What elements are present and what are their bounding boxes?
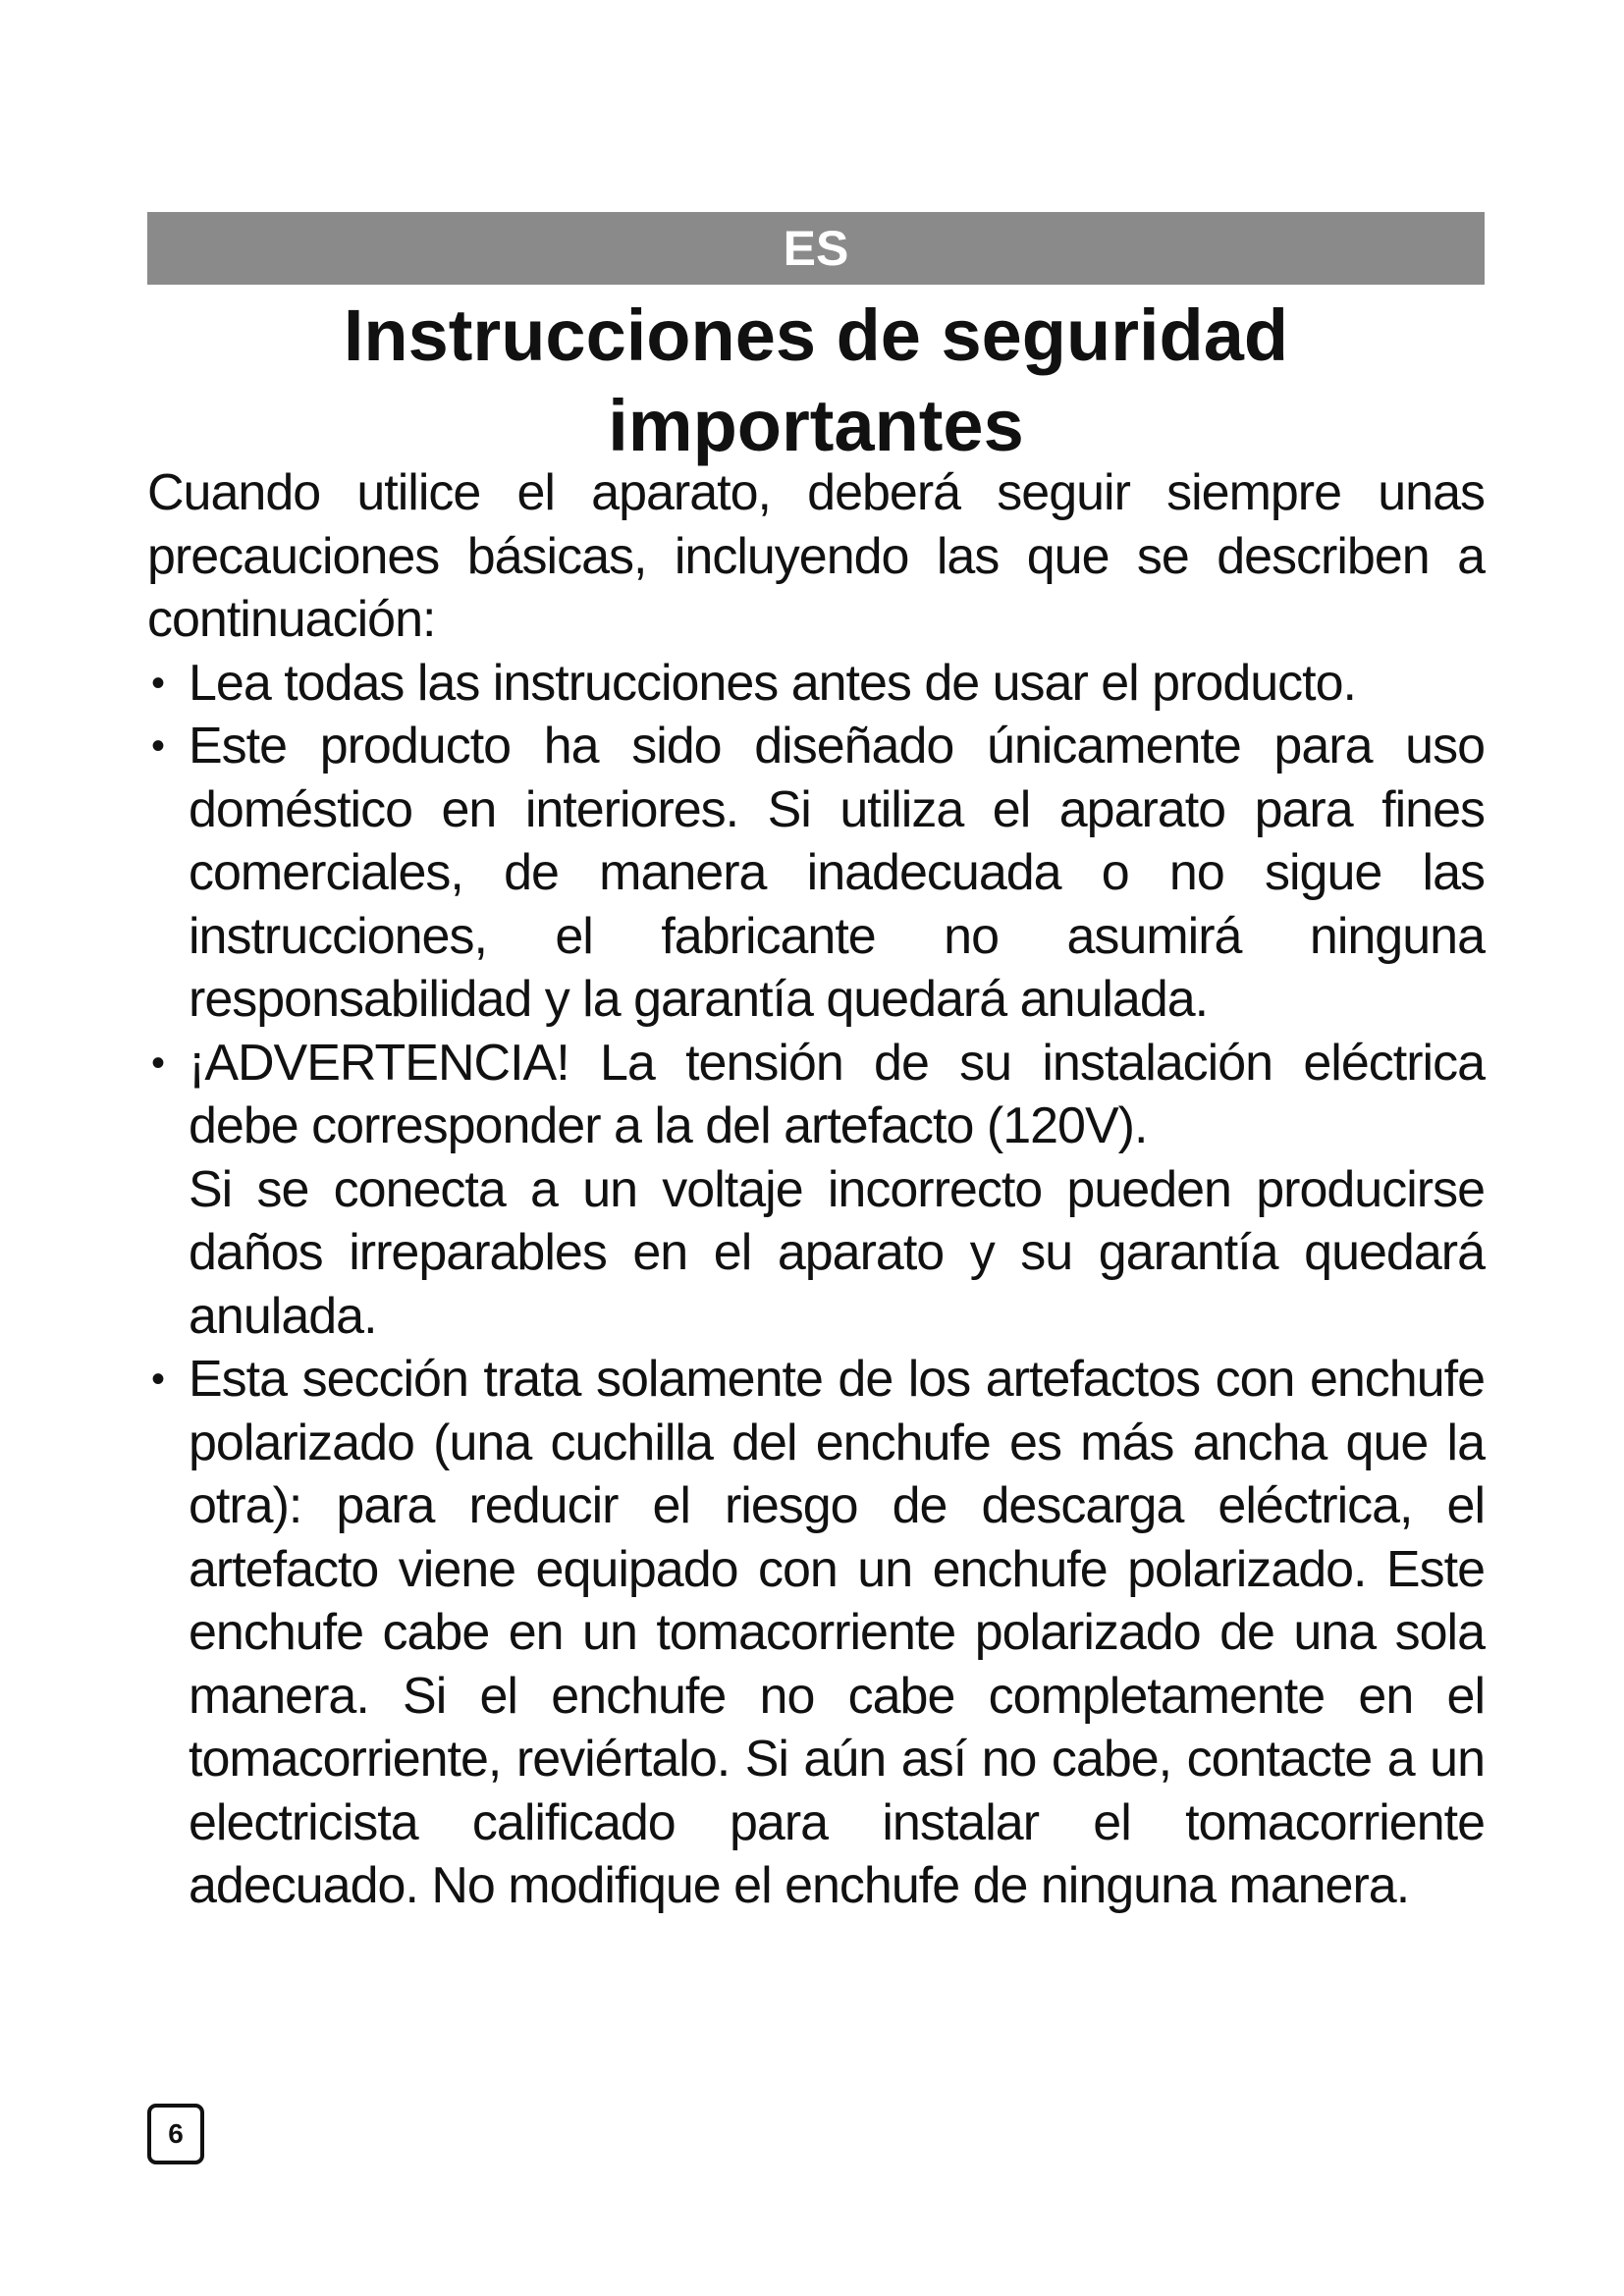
list-item-text: Lea todas las instrucciones antes de usar el producto. <box>189 654 1356 712</box>
list-item <box>147 715 1485 1032</box>
page-number-badge <box>147 2104 204 2164</box>
bullet-icon: • <box>151 661 165 705</box>
list-item-text: Esta sección trata solamente de los artefactos con enchufe polarizado (una cuchilla del enchufe es más ancha que la otra): para reducir el riesgo de descarga eléctrica, el artefacto viene equipado con un enchufe polarizado. Este enchufe cabe en un tomacorriente polarizado de una sola manera. Si el enchufe no cabe completamente en el tomacorriente, reviértalo. Si aún así no cabe, contacte a un electricista calificado para instalar el tomacorriente adecuado. No modifique el enchufe de ninguna manera. <box>189 1351 1485 1914</box>
page-number: 6 <box>168 2118 184 2149</box>
safety-instructions-list <box>147 652 1485 1918</box>
list-item-text: Este producto ha sido diseñado únicamente para uso doméstico en interiores. Si utiliza el aparato para fines comerciales, de manera inadecuada o no sigue las instrucciones, el fabricante no asumirá ninguna responsabilidad y la garantía quedará anulada. <box>189 718 1485 1028</box>
page-title-line-1: Instrucciones de seguridad <box>343 294 1289 376</box>
page-title-line-2: importantes <box>608 385 1024 466</box>
list-item <box>147 1032 1485 1349</box>
bullet-icon: • <box>151 1041 165 1085</box>
bullet-icon: • <box>151 724 165 768</box>
intro-paragraph: Cuando utilice el aparato, deberá seguir siempre unas precauciones básicas, incluyendo las que se describen a continuación: <box>147 464 1485 648</box>
list-item-text: Si se conecta a un voltaje incorrecto pueden producirse daños irreparables en el aparato y su garantía quedará anulada. <box>189 1160 1485 1345</box>
bullet-icon: • <box>151 1358 165 1401</box>
language-header-bar <box>147 212 1485 285</box>
list-item <box>147 652 1485 716</box>
safety-instructions-body <box>147 461 1485 1918</box>
list-item <box>147 1348 1485 1918</box>
list-item-text: ¡ADVERTENCIA! La tensión de su instalación eléctrica debe corresponder a la del artefacto (120V). <box>189 1034 1485 1154</box>
page-title <box>147 291 1485 471</box>
language-code: ES <box>783 221 849 276</box>
